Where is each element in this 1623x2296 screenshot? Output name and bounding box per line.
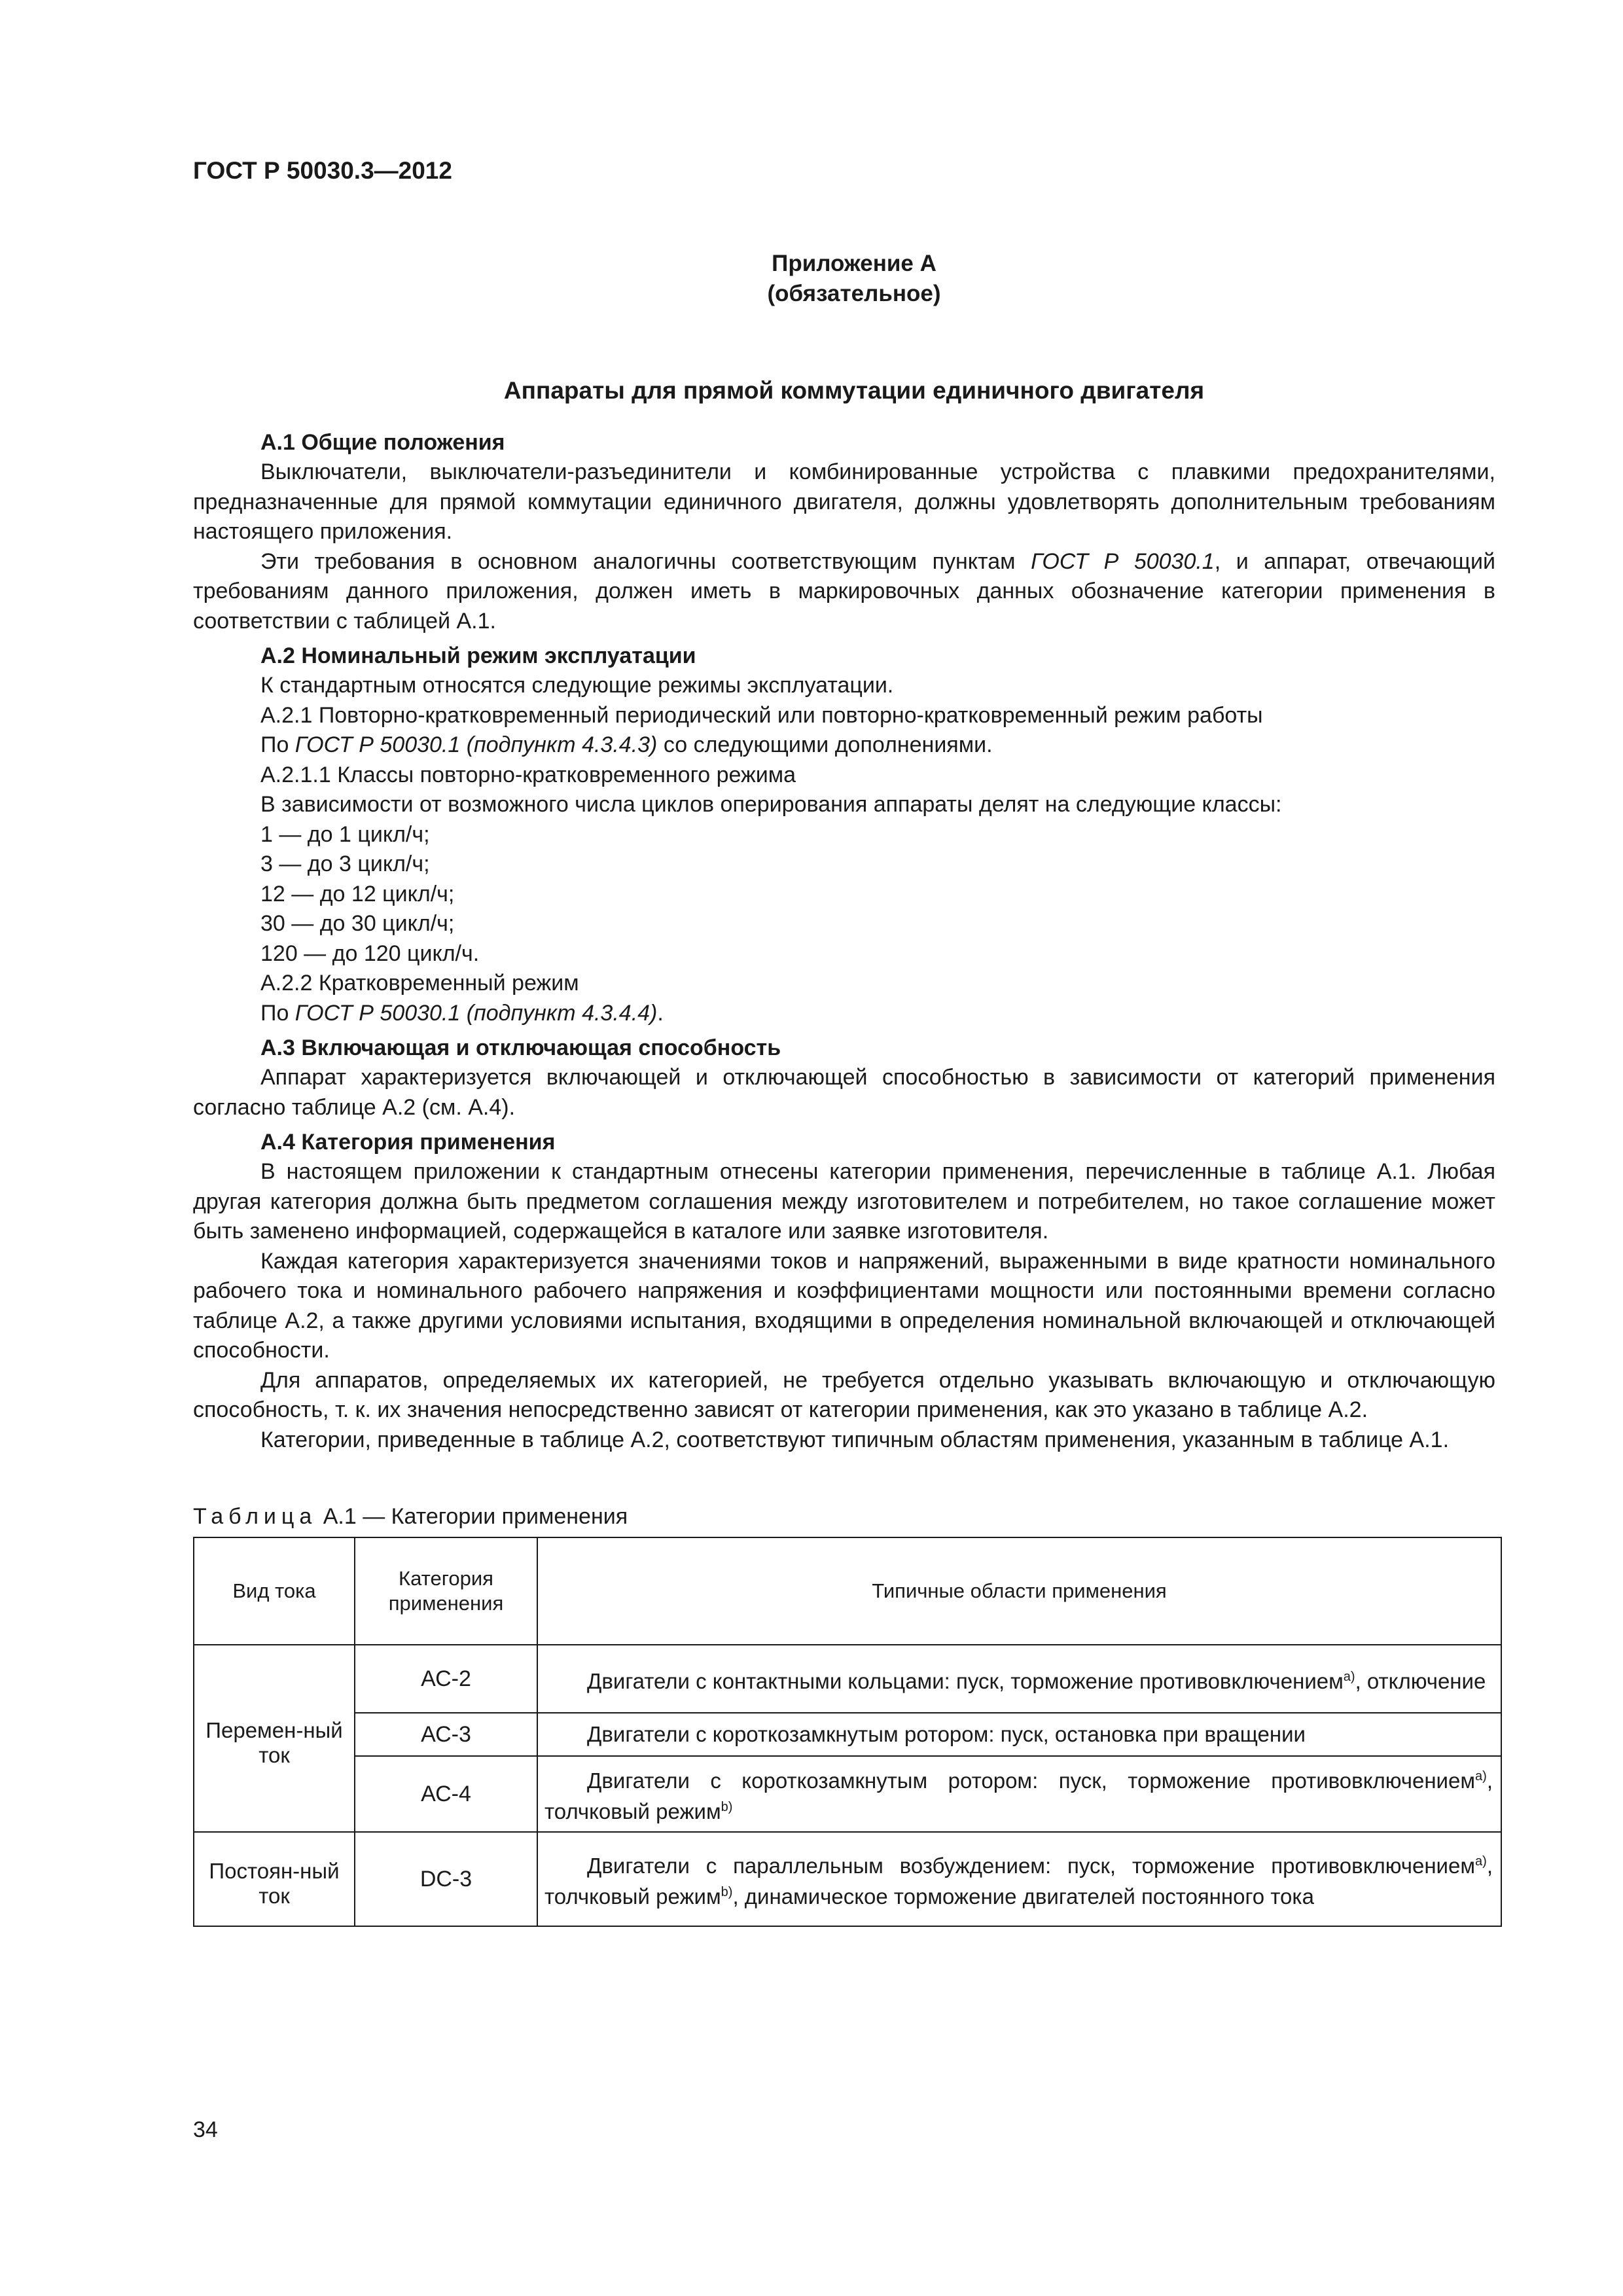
- annex-status: (обязательное): [767, 281, 941, 306]
- paragraph: Выключатели, выключатели-разъединители и комбинированные устройства с плавкими предохранителями, предназначенные для прямой коммутации единичного двигателя, должны удовлетворять дополнительным требованиям настоящего приложения.: [193, 459, 1495, 544]
- subsection-heading: А.2.1.1 Классы повторно-кратковременного режима: [260, 762, 796, 787]
- category-cell: DC-3: [355, 1832, 537, 1926]
- table-row: [194, 1713, 1501, 1756]
- table-row: [194, 1832, 1501, 1926]
- section-heading: А.1 Общие положения: [260, 430, 505, 455]
- paragraph: По ГОСТ Р 50030.1 (подпункт 4.3.4.4).: [260, 1000, 664, 1026]
- paragraph: Категории, приведенные в таблице А.2, соответствуют типичным областям применения, указанным в таблице А.1.: [260, 1427, 1450, 1452]
- header-cell: Категория применения: [355, 1537, 537, 1645]
- subsection-heading: А.2.2 Кратковременный режим: [260, 971, 579, 996]
- header-cell: Типичные области применения: [537, 1537, 1501, 1645]
- category-cell: АС-4: [355, 1756, 537, 1832]
- table-row: [194, 1756, 1501, 1832]
- header-cell: Вид тока: [194, 1537, 355, 1645]
- annex-heading: [213, 249, 1495, 309]
- class-item: 30 — до 30 цикл/ч;: [260, 911, 455, 936]
- paragraph: Каждая категория характеризуется значениями токов и напряжений, выраженными в виде кратности номинального рабочего тока и номинального рабочего напряжения и коэффициентами мощности или постоянными времени согласно таблице А.2, а также другими условиями испытания, входящими в определения номинальной включающей и отключающей способности.: [193, 1248, 1495, 1363]
- paragraph: Аппарат характеризуется включающей и отключающей способностью в зависимости от категорий применения согласно таблице А.2 (см. А.4).: [193, 1065, 1495, 1120]
- class-item: 120 — до 120 цикл/ч.: [260, 941, 480, 966]
- doc-reference: ГОСТ Р 50030.1: [1031, 548, 1215, 574]
- table-row: [194, 1645, 1501, 1713]
- description-cell: Двигатели с параллельным возбуждением: пуск, торможение противовключением$^{а)}$, толчковый режим$^{b)}$, динамическое торможение двигателей постоянного тока: [537, 1832, 1501, 1926]
- doc-reference: ГОСТ Р 50030.1 (подпункт 4.3.4.3): [294, 732, 658, 757]
- table-header-row: [194, 1537, 1501, 1645]
- paragraph: К стандартным относятся следующие режимы эксплуатации.: [260, 673, 894, 698]
- section-a3: [193, 1033, 1495, 1122]
- section-heading: А.3 Включающая и отключающая способность: [260, 1035, 781, 1060]
- class-item: 3 — до 3 цикл/ч;: [260, 852, 430, 876]
- current-kind-cell: Постоян-ный ток: [194, 1832, 355, 1926]
- annex-title: Аппараты для прямой коммутации единичного двигателя: [503, 377, 1205, 404]
- paragraph: По ГОСТ Р 50030.1 (подпункт 4.3.4.3) со следующими дополнениями.: [260, 732, 993, 757]
- doc-reference: ГОСТ Р 50030.1 (подпункт 4.3.4.4): [294, 1000, 658, 1026]
- section-a1: [193, 428, 1495, 636]
- annex-label: Приложение А: [772, 251, 936, 276]
- categories-table: [193, 1537, 1502, 1927]
- class-item: 1 — до 1 цикл/ч;: [260, 821, 430, 847]
- subsection-heading: А.2.1 Повторно-кратковременный периодический или повторно-кратковременный режим работы: [260, 702, 1263, 728]
- class-item: 12 — до 12 цикл/ч;: [260, 881, 455, 906]
- category-cell: АС-2: [355, 1645, 537, 1713]
- page-number: 34: [193, 2117, 218, 2142]
- current-kind-cell: Перемен-ный ток: [194, 1645, 355, 1832]
- section-a4: [193, 1128, 1495, 1455]
- paragraph: Эти требования в основном аналогичны соответствующим пунктам ГОСТ Р 50030.1, и аппарат, отвечающий требованиям данного приложения, должен иметь в маркировочных данных обозначение категории применения в соответствии с таблицей А.1.: [193, 548, 1496, 634]
- paragraph: В зависимости от возможного числа циклов оперирования аппараты делят на следующие классы:: [260, 792, 1282, 817]
- category-cell: АС-3: [355, 1713, 537, 1756]
- section-heading: А.2 Номинальный режим эксплуатации: [260, 643, 696, 668]
- description-cell: Двигатели с контактными кольцами: пуск, торможение противовключением$^{а)}$, отключение: [537, 1645, 1501, 1713]
- paragraph: В настоящем приложении к стандартным отнесены категории применения, перечисленные в таблице А.1. Любая другая категория должна быть предметом соглашения между изготовителем и потребителем, но такое соглашение может быть заменено информацией, содержащейся в каталоге или заявке изготовителя.: [193, 1159, 1495, 1244]
- table-caption: Таблица А.1 — Категории применения: [193, 1504, 628, 1529]
- standard-code: ГОСТ Р 50030.3—2012: [193, 157, 452, 184]
- section-a2: [193, 641, 1495, 1028]
- paragraph: Для аппаратов, определяемых их категорией, не требуется отдельно указывать включающую и отключающую способность, т. к. их значения непосредственно зависят от категории применения, как это указано в таблице А.2.: [193, 1367, 1495, 1422]
- description-cell: Двигатели с короткозамкнутым ротором: пуск, остановка при вращении: [537, 1713, 1501, 1756]
- section-heading: А.4 Категория применения: [260, 1130, 556, 1155]
- document-page: [193, 157, 1495, 1927]
- description-cell: Двигатели с короткозамкнутым ротором: пуск, торможение противовключением$^{а)}$, толчковый режим$^{b)}$: [537, 1756, 1501, 1832]
